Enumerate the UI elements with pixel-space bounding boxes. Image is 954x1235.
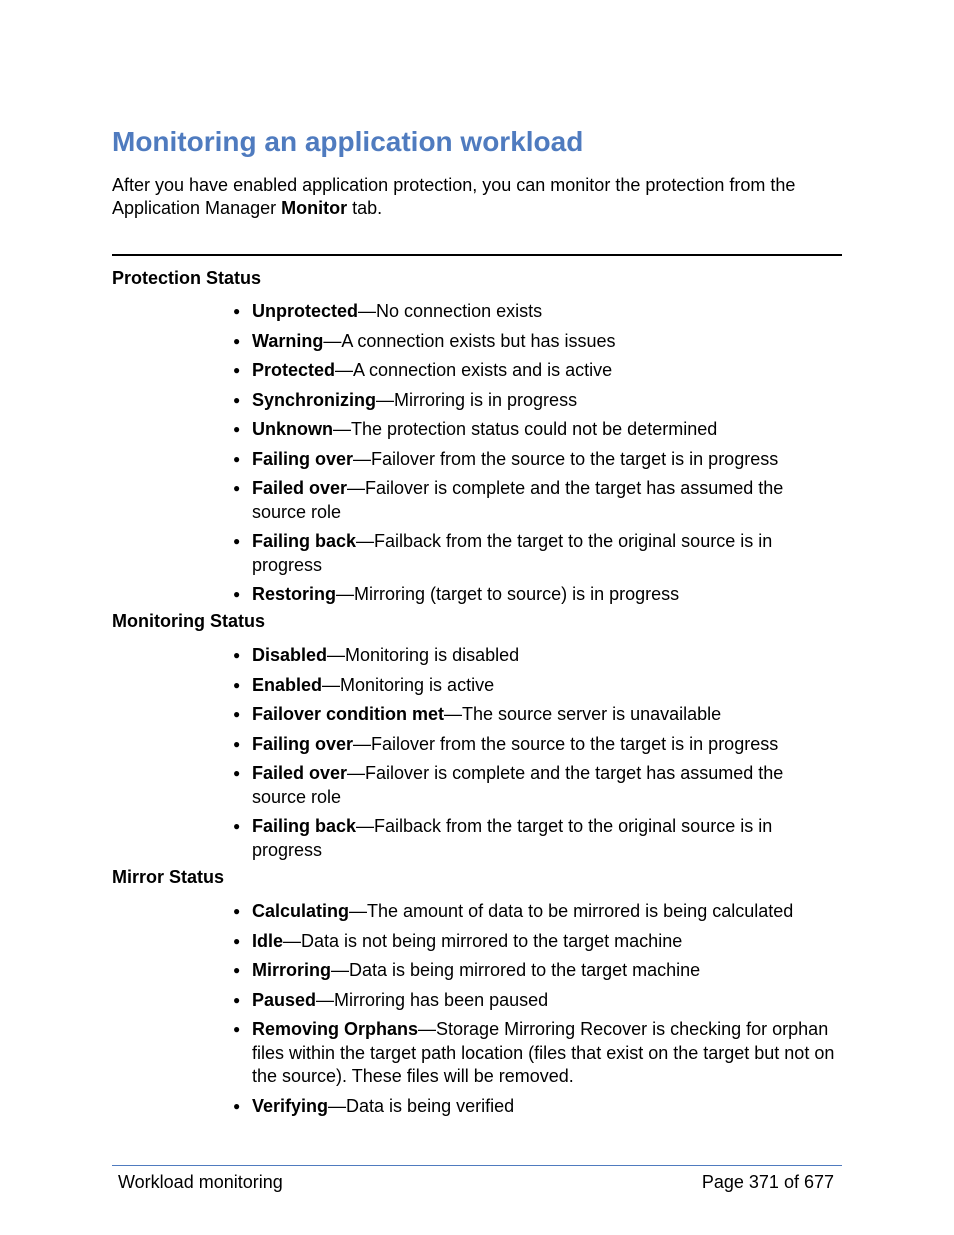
list-item xyxy=(233,733,842,757)
status-desc: —A connection exists but has issues xyxy=(323,330,616,351)
status-term: Failing over xyxy=(252,448,354,469)
list-item xyxy=(233,359,842,383)
status-term: Idle xyxy=(252,930,284,951)
mirror-status-heading: Mirror Status xyxy=(112,867,225,887)
bullet-icon: ● xyxy=(233,1098,241,1113)
bullet-icon: ● xyxy=(233,451,241,466)
status-desc: —Failback from the target to the original source is in progress xyxy=(252,531,773,575)
list-item xyxy=(233,815,842,862)
status-desc: —No connection exists xyxy=(358,301,543,321)
bullet-icon: ● xyxy=(233,587,241,601)
status-desc: —Mirroring (target to source) is in progress xyxy=(336,584,680,604)
section-divider xyxy=(112,254,842,256)
list-item xyxy=(233,644,842,668)
status-desc: —Data is being verified xyxy=(328,1095,515,1116)
list-item xyxy=(233,1095,842,1119)
status-term: Mirroring xyxy=(252,960,331,980)
status-term: Failing back xyxy=(252,531,357,551)
status-term: Enabled xyxy=(252,674,323,695)
status-desc: —Data is being mirrored to the target machine xyxy=(331,960,701,980)
list-item xyxy=(233,989,842,1013)
monitoring-status-list xyxy=(233,644,842,868)
status-desc: —Failover from the source to the target is in progress xyxy=(353,733,779,754)
status-desc: —Monitoring is disabled xyxy=(327,645,520,665)
intro-paragraph xyxy=(112,174,842,220)
status-term: Failed over xyxy=(252,478,348,498)
intro-text: After you have enabled application protection, you can monitor the protection from the Application Manager xyxy=(112,175,796,218)
footer-section-name: Workload monitoring xyxy=(118,1172,283,1192)
status-desc: —The protection status could not be determined xyxy=(333,419,718,439)
bullet-icon: ● xyxy=(233,392,241,407)
mirror-status-list xyxy=(233,900,842,1124)
status-term: Synchronizing xyxy=(252,389,377,410)
status-term: Unknown xyxy=(252,419,333,439)
list-item xyxy=(233,477,842,524)
bullet-icon: ● xyxy=(233,1022,241,1036)
status-desc: —Monitoring is active xyxy=(322,674,495,695)
status-desc: —A connection exists and is active xyxy=(335,360,613,380)
intro-monitor-tab-name: Monitor xyxy=(281,198,348,218)
status-desc: —The amount of data to be mirrored is being calculated xyxy=(349,901,794,921)
page-title: Monitoring an application workload xyxy=(112,126,584,157)
status-term: Verifying xyxy=(252,1095,329,1116)
bullet-icon: ● xyxy=(233,648,241,662)
status-desc: —Mirroring is in progress xyxy=(376,389,578,410)
list-item xyxy=(233,583,842,607)
list-item xyxy=(233,448,842,472)
status-term: Disabled xyxy=(252,645,328,665)
status-desc: —The source server is unavailable xyxy=(444,704,722,724)
list-item xyxy=(233,762,842,809)
status-term: Warning xyxy=(252,330,324,351)
footer-page-number: Page 371 of 677 xyxy=(701,1172,834,1192)
list-item xyxy=(233,703,842,727)
bullet-icon: ● xyxy=(233,963,241,977)
protection-status-heading: Protection Status xyxy=(112,268,262,288)
bullet-icon: ● xyxy=(233,333,241,348)
bullet-icon: ● xyxy=(233,819,241,833)
bullet-icon: ● xyxy=(233,933,241,948)
bullet-icon: ● xyxy=(233,992,241,1007)
list-item xyxy=(233,674,842,698)
bullet-icon: ● xyxy=(233,481,241,495)
bullet-icon: ● xyxy=(233,422,241,436)
bullet-icon: ● xyxy=(233,904,241,918)
status-term: Failover condition met xyxy=(252,704,445,724)
status-desc: —Failover from the source to the target is in progress xyxy=(353,448,779,469)
status-desc: —Failover is complete and the target has assumed the source role xyxy=(252,478,784,522)
status-desc: —Failback from the target to the original source is in progress xyxy=(252,816,773,860)
list-item xyxy=(233,418,842,442)
status-desc: —Mirroring has been paused xyxy=(316,989,549,1010)
intro-text-end: tab. xyxy=(347,198,383,218)
list-item xyxy=(233,530,842,577)
monitoring-status-heading: Monitoring Status xyxy=(112,611,265,631)
bullet-icon: ● xyxy=(233,677,241,692)
status-term: Protected xyxy=(252,360,336,380)
bullet-icon: ● xyxy=(233,534,241,548)
status-term: Failed over xyxy=(252,763,348,783)
bullet-icon: ● xyxy=(233,736,241,751)
list-item xyxy=(233,930,842,954)
status-term: Restoring xyxy=(252,584,337,604)
footer-divider xyxy=(112,1165,842,1166)
list-item xyxy=(233,330,842,354)
list-item xyxy=(233,300,842,324)
list-item xyxy=(233,959,842,983)
bullet-icon: ● xyxy=(233,766,241,780)
status-term: Unprotected xyxy=(252,301,359,321)
status-desc: —Failover is complete and the target has assumed the source role xyxy=(252,763,784,807)
status-desc: —Storage Mirroring Recover is checking for orphan files within the target path location (files that exist on the target but not on the source). These files will be removed. xyxy=(252,1019,835,1086)
list-item xyxy=(233,1018,842,1089)
status-term: Failing over xyxy=(252,733,354,754)
bullet-icon: ● xyxy=(233,304,241,318)
bullet-icon: ● xyxy=(233,707,241,721)
status-term: Calculating xyxy=(252,901,350,921)
status-term: Removing Orphans xyxy=(252,1019,419,1039)
protection-status-list xyxy=(233,300,842,613)
list-item xyxy=(233,389,842,413)
bullet-icon: ● xyxy=(233,363,241,377)
status-term: Paused xyxy=(252,989,317,1010)
status-term: Failing back xyxy=(252,816,357,836)
status-desc: —Data is not being mirrored to the target machine xyxy=(283,930,683,951)
list-item xyxy=(233,900,842,924)
